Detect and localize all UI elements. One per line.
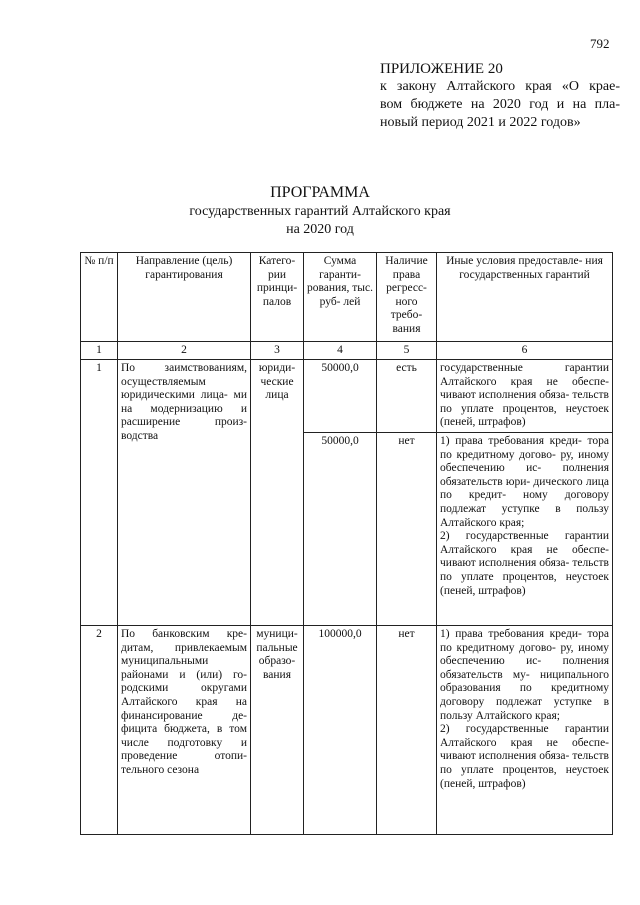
header-amount: Сумма гаранти- рования, тыс. руб- лей xyxy=(304,253,377,342)
row-regress: есть xyxy=(377,360,437,433)
table-header-row xyxy=(81,253,613,342)
row-direction: По заимствованиям, осуществляемым юридическими лица- ми на модернизацию и расширение произ- водства xyxy=(118,360,251,626)
condition-text: 2) государственные гарантии Алтайского края не обеспе- чивают исполнения обяза- тельств по уплате процентов, неустоек (пеней, штрафов) xyxy=(440,723,609,790)
column-number: 3 xyxy=(251,342,304,360)
row-conditions xyxy=(437,432,613,625)
appendix-line: вом бюджете на 2020 год и на пла- xyxy=(380,97,620,112)
row-amount: 50000,0 xyxy=(304,360,377,433)
row-direction: По банковским кре- дитам, привлекаемым муниципальными районами и (или) го- родскими округами Алтайского края на финансирование де- фицита бюджета, в том числе подготовку и проведение отопи- тельного сезона xyxy=(118,625,251,834)
condition-text: государственные гарантии Алтайского края не обеспе- чивают исполнения обяза- тельств по уплате процентов, неустоек (пеней, штрафов) xyxy=(440,362,609,429)
condition-text: 1) права требования креди- тора по кредитному догово- ру, иному обеспечению ис- полнения обязательств му- ниципального образования по кредитному договору подлежат уступке в пользу Алтайского края; xyxy=(440,627,609,722)
row-amount: 50000,0 xyxy=(304,432,377,625)
program-title: ПРОГРАММА xyxy=(270,184,370,201)
header-num: № п/п xyxy=(81,253,118,342)
condition-text: 2) государственные гарантии Алтайского края не обеспе- чивают исполнения обяза- тельств по уплате процентов, неустоек (пеней, штрафов) xyxy=(440,530,609,597)
row-category: юриди- ческие лица xyxy=(251,360,304,626)
header-conditions: Иные условия предоставле- ния государственных гарантий xyxy=(437,253,613,342)
header-direction: Направление (цель) гарантирования xyxy=(118,253,251,342)
program-heading xyxy=(0,183,640,239)
header-category: Катего- рии принци- палов xyxy=(251,253,304,342)
appendix-line: новый период 2021 и 2022 годов» xyxy=(380,115,581,130)
column-number: 1 xyxy=(81,342,118,360)
row-conditions xyxy=(437,360,613,433)
header-regress: Наличие права регресс- ного требо- вания xyxy=(377,253,437,342)
condition-text: 1) права требования креди- тора по кредитному догово- ру, иному обеспечению ис- полнения обязательств юри- дического лица по кредит- ному договору подлежат уступке в пользу Алтайского края; xyxy=(440,434,609,529)
table-row xyxy=(81,360,613,433)
page-number: 792 xyxy=(590,36,610,51)
appendix-line: к закону Алтайского края «О крае- xyxy=(380,79,620,94)
appendix-block xyxy=(380,60,620,132)
appendix-heading: ПРИЛОЖЕНИЕ 20 xyxy=(380,61,503,77)
row-regress: нет xyxy=(377,432,437,625)
row-regress: нет xyxy=(377,625,437,834)
column-number-row xyxy=(81,342,613,360)
guarantee-program-table xyxy=(80,252,613,835)
row-conditions xyxy=(437,625,613,834)
column-number: 2 xyxy=(118,342,251,360)
row-num: 2 xyxy=(81,625,118,834)
row-num: 1 xyxy=(81,360,118,626)
column-number: 5 xyxy=(377,342,437,360)
row-amount: 100000,0 xyxy=(304,625,377,834)
row-category: муници- пальные образо- вания xyxy=(251,625,304,834)
column-number: 6 xyxy=(437,342,613,360)
program-subtitle: государственных гарантий Алтайского края xyxy=(189,204,451,219)
column-number: 4 xyxy=(304,342,377,360)
table-row xyxy=(81,625,613,834)
program-year: на 2020 год xyxy=(286,222,354,237)
